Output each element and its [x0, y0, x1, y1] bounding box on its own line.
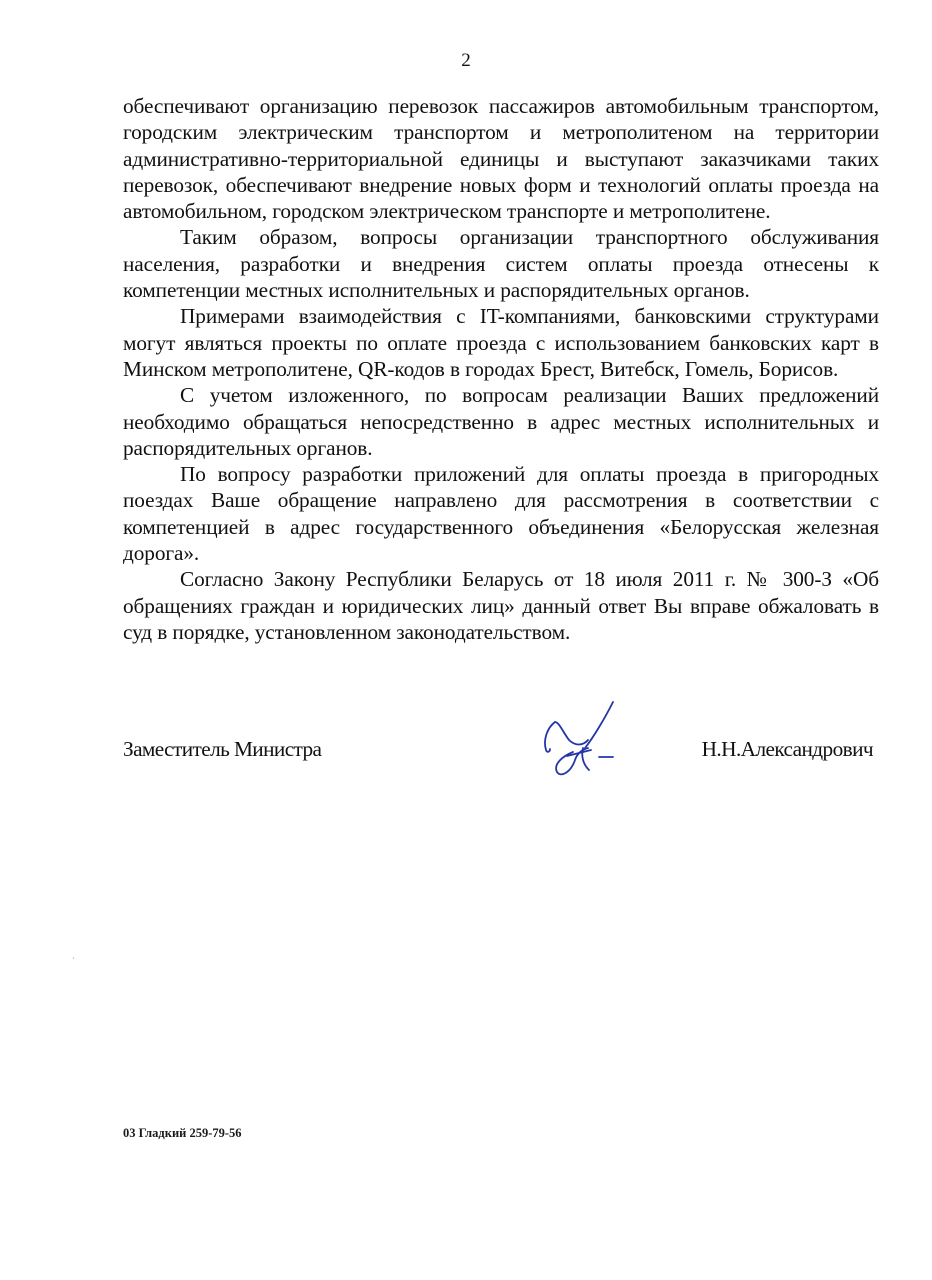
paragraph-appeal-rights: Согласно Закону Республики Беларусь от 18 июля 2011 г. № 300-З «Об обращениях граждан и юридических лиц» данный ответ Вы вправе обжаловать в суд в порядке, установленном законодательством. [123, 567, 879, 644]
paragraph-continuation: обеспечивают организацию перевозок пассажиров автомобильным транспортом, городским электрическим транспортом и метрополитеном на территории административно-территориальной единицы и выступают заказчиками таких перевозок, обеспечивают внедрение новых форм и технологий оплаты проезда на автомобильном, городском электрическом транспорте и метрополитене. [123, 94, 879, 224]
paragraph-competence: Таким образом, вопросы организации транспортного обслуживания населения, разработки и внедрения систем оплаты проезда отнесены к компетенции местных исполнительных и распорядительных органов. [123, 225, 879, 303]
paragraph-recommendation: С учетом изложенного, по вопросам реализации Ваших предложений необходимо обращаться непосредственно в адрес местных исполнительных и распорядительных органов. [123, 383, 879, 460]
handwritten-signature-icon [533, 700, 623, 780]
paragraph-examples: Примерами взаимодействия с IT-компаниями, банковскими структурами могут являться проекты по оплате проезда с использованием банковских карт в Минском метрополитене, QR-кодов в городах Брест, Витебск, Гомель, Борисов. [123, 304, 879, 381]
executor-contact-note: 03 Гладкий 259-79-56 [123, 1126, 242, 1140]
signatory-title: Заместитель Министра [123, 737, 322, 761]
paragraph-railway-referral: По вопросу разработки приложений для оплаты проезда в пригородных поездах Ваше обращение направлено для рассмотрения в соответствии с компетенцией в адрес государственного объединения «Белорусская железная дорога». [123, 462, 879, 566]
signatory-name: Н.Н.Александрович [701, 737, 873, 761]
signature-block [123, 734, 879, 764]
letter-body [123, 93, 879, 645]
signature-strokes [545, 702, 613, 774]
scan-artifact [73, 957, 74, 959]
page-number: 2 [461, 50, 471, 71]
